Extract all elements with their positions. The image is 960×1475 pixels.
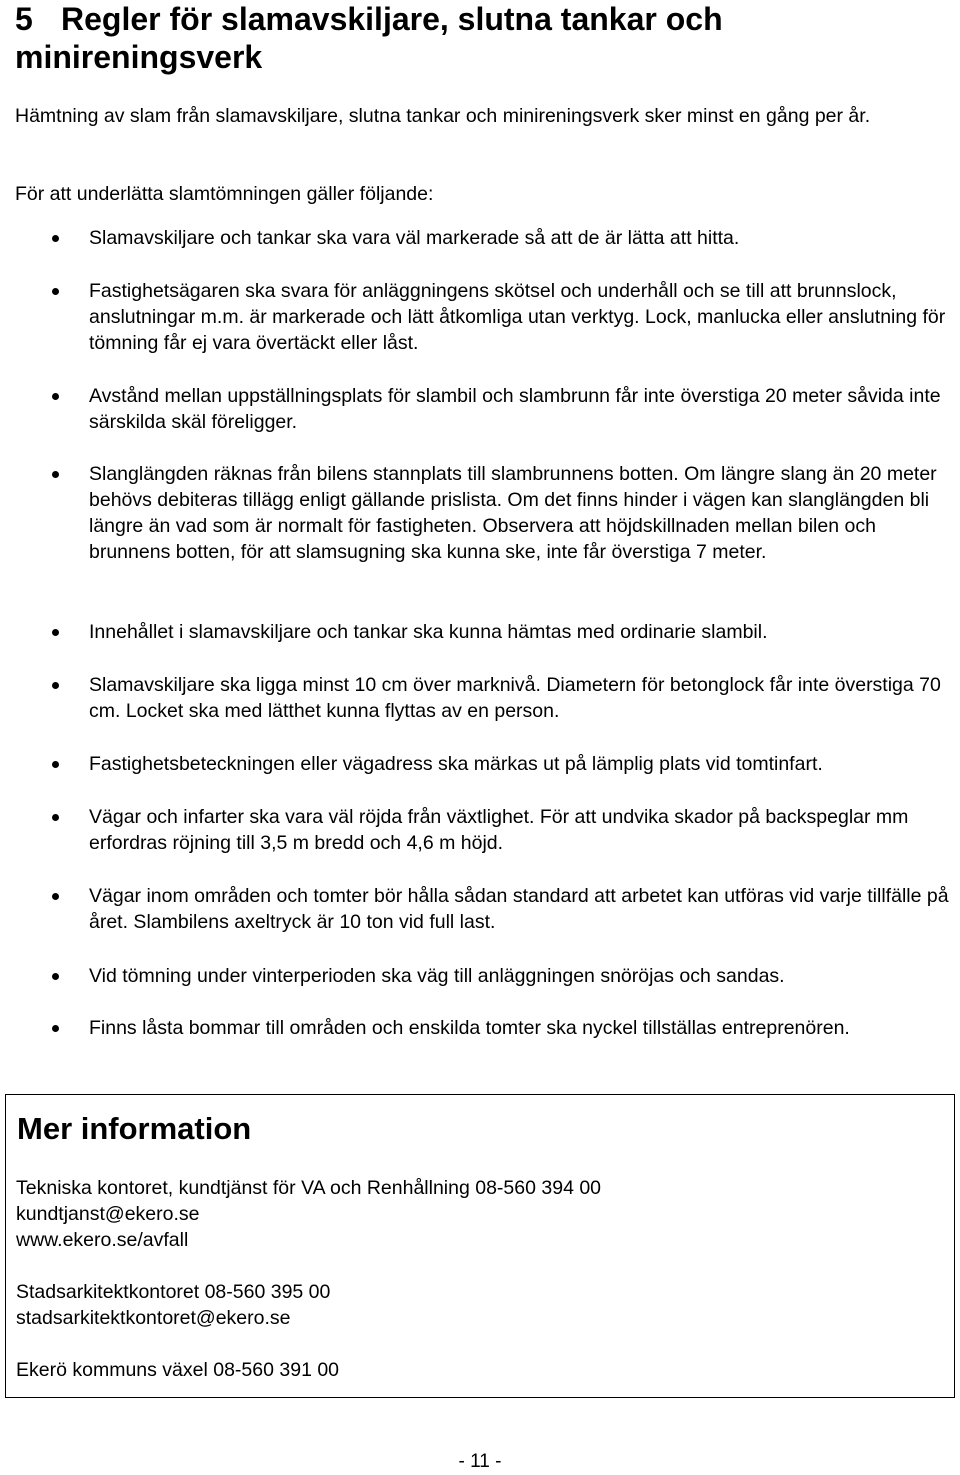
bullet-icon	[52, 629, 59, 636]
bullet-icon	[52, 814, 59, 821]
list-item-text: Slamavskiljare och tankar ska vara väl markerade så att de är lätta att hitta.	[89, 227, 740, 249]
bullet-icon	[52, 235, 59, 242]
vaxel-contact: Ekerö kommuns växel 08-560 391 00	[16, 1359, 340, 1381]
list-item-text: Innehållet i slamavskiljare och tankar ska kunna hämtas med ordinarie slambil.	[89, 621, 768, 643]
stadsarkitekt-email-link[interactable]: stadsarkitektkontoret@ekero.se	[16, 1307, 291, 1329]
stadsarkitekt-contact: Stadsarkitektkontoret 08-560 395 00	[16, 1281, 331, 1303]
list-item-text: Fastighetsägaren ska svara för anläggningens skötsel och underhåll och se till att brunnslock, anslutningar m.m. är markerade och lätt åtkomliga utan verktyg. Lock, manlucka eller anslutning för tömning får ej vara övertäckt eller låst.	[89, 280, 946, 354]
bullet-icon	[52, 761, 59, 768]
lead-paragraph: För att underlätta slamtömningen gäller följande:	[15, 183, 434, 205]
bullet-icon	[52, 893, 59, 900]
info-title: Mer information	[17, 1111, 252, 1146]
more-information-box	[5, 1094, 955, 1398]
list-item-text: Slamavskiljare ska ligga minst 10 cm över marknivå. Diametern för betonglock får inte överstiga 70 cm. Locket ska med lätthet kunna flyttas av en person.	[89, 674, 941, 722]
list-item-text: Vägar inom områden och tomter bör hålla sådan standard att arbetet kan utföras vid varje tillfälle på året. Slambilens axeltryck är 10 ton vid full last.	[89, 885, 949, 933]
list-item-text: Slanglängden räknas från bilens stannplats till slambrunnens botten. Om längre slang än 20 meter behövs debiteras tillägg enligt gällande prislista. Om det finns hinder i vägen kan slanglängden bli längre än vad som är normalt för fastigheten. Observera att höjdskillnaden mellan bilen och brunnens botten, för att slamsugning ska kunna ske, inte får överstiga 7 meter.	[89, 463, 937, 563]
tekniska-contact: Tekniska kontoret, kundtjänst för VA och Renhållning 08-560 394 00	[16, 1177, 602, 1199]
page-footer	[0, 1449, 960, 1475]
bullet-icon	[52, 471, 59, 478]
bullet-icon	[52, 1025, 59, 1032]
list-item-text: Fastighetsbeteckningen eller vägadress ska märkas ut på lämplig plats vid tomtinfart.	[89, 753, 823, 775]
bullet-icon	[52, 973, 59, 980]
section-title: Regler för slamavskiljare, slutna tankar och minireningsverk	[15, 1, 723, 75]
page-number: - 11 -	[458, 1451, 502, 1472]
list-item-text: Avstånd mellan uppställningsplats för slambil och slambrunn får inte överstiga 20 meter såvida inte särskilda skäl föreligger.	[89, 385, 941, 433]
list-item-text: Vid tömning under vinterperioden ska väg till anläggningen snöröjas och sandas.	[89, 965, 785, 987]
tekniska-email-link[interactable]: kundtjanst@ekero.se	[16, 1203, 200, 1225]
list-item-text: Vägar och infarter ska vara väl röjda från växtlighet. För att undvika skador på backspeglar mm erfordras röjning till 3,5 m bredd och 4,6 m höjd.	[89, 806, 909, 854]
intro-paragraph: Hämtning av slam från slamavskiljare, slutna tankar och minireningsverk sker minst en gång per år.	[15, 105, 871, 127]
bullet-icon	[52, 288, 59, 295]
bullet-icon	[52, 393, 59, 400]
bullet-icon	[52, 682, 59, 689]
section-heading	[15, 0, 915, 76]
section-number: 5	[15, 1, 33, 37]
tekniska-web-link[interactable]: www.ekero.se/avfall	[16, 1229, 189, 1251]
list-item-text: Finns låsta bommar till områden och enskilda tomter ska nyckel tillställas entreprenören.	[89, 1017, 850, 1039]
